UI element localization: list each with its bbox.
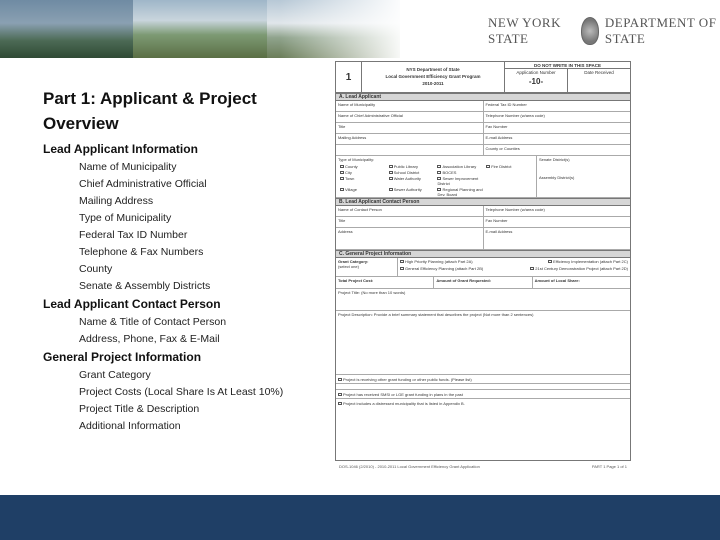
form-check-line: Project is receiving other grant funding or other public funds. (Please list) [336,375,630,384]
list-item: Additional Information [79,420,181,432]
municipality-type-options: County Public Library Association Library Fire District City School District BOCES Town Water Authority Sewer Improvement District Village Sewer Authority Regional Planning and Dev. Board [338,162,534,199]
section-heading: Lead Applicant Information [43,142,198,156]
slide-outline [43,140,313,435]
application-number: -10- [528,77,544,86]
form-footer: DOS-1046 (2/2010) - 2010-2011 Local Government Efficiency Grant Application PART 1 Page 1 of 1 [339,464,627,469]
form-check-line: Project has received SMSI or LGE grant funding in plans in the past [336,390,630,399]
section-heading: Lead Applicant Contact Person [43,297,221,311]
list-item: Project Costs (Local Share Is At Least 10%) [79,386,284,398]
form-section-c: C. General Project Information [336,250,630,258]
list-item: Address, Phone, Fax & E-Mail [79,333,220,345]
slide-title: Part 1: Applicant & Project Overview [43,89,257,133]
list-item: Telephone & Fax Numbers [79,246,204,258]
office-use-box: DO NOT WRITE IN THIS SPACE Application Number -10- Date Received [504,62,630,92]
form-header [336,62,630,93]
form-check-line: Project includes a distressed municipality that is listed in Appendix B. [336,399,630,408]
list-item: Type of Municipality [79,212,172,224]
list-item: Federal Tax ID Number [79,229,188,241]
list-item: Grant Category [79,369,151,381]
form-section-b: B. Lead Applicant Contact Person [336,198,630,206]
list-item: Name & Title of Contact Person [79,316,227,328]
section-items [43,159,313,295]
list-item: Mailing Address [79,195,154,207]
state-seal-icon [581,17,599,45]
section-items [43,314,313,348]
list-item: Chief Administrative Official [79,178,207,190]
list-item: Name of Municipality [79,161,177,173]
section-items [43,367,313,435]
application-form-thumbnail: 1 NYS Department of State Local Government Efficiency Grant Program 2010-2011 DO NOT WRITE IN THIS SPACE Application Number -10- Date Received A. Lead Applicant Name of Municipality Federal Tax ID Number Name of Chief Administrative Official Telephone Number (w/area code) Title Fax Number Mailing Address E-mail Address County or Counties Type of Municipality: County Public Library Association Library Fire District City School District BOCES Town Water Authority Sewer Improvement District Village Sewer Authority Regional Planning and Dev. Board Senate District(s) Assembly District(s) B. Lead Applicant Contact Person Name of Contact Person Telephone Number (w/area code) Title Fax Number Address E-mail Address C. General Project Information Grant Category: (select one) High Priority Planning (attach Part 2A) Efficiency Implementation (attach Part 2C) General Efficiency Planning (attach Part 2B) 21st Century Demonstration Project (attach Part 2D) Total Project Cost: Amount of Grant Requested: Amount of Local Share: Project Title: (No more than 10 words) Project Description: Provide a brief summary statement that describes the project (Not more than 2 sentences) Project is receiving other grant funding or other public funds. (Please list) Project has received SMSI or LGE grant funding in plans in the past Project includes a distressed municipality that is listed in Appendix B. DOS-1046 (2/2010) - 2010-2011 Local Government Efficiency Grant Application PART 1 Page 1 of 1 [335,61,631,461]
footer-bar [0,495,720,540]
list-item: County [79,263,113,275]
nys-dos-logo: NEW YORK STATE DEPARTMENT OF STATE [488,15,717,46]
header-photo-strip [0,0,400,58]
list-item: Senate & Assembly Districts [79,280,211,292]
section-heading: General Project Information [43,350,202,364]
list-item: Project Title & Description [79,403,200,415]
form-section-a: A. Lead Applicant [336,93,630,101]
form-title: NYS Department of State Local Government Efficiency Grant Program 2010-2011 [385,67,481,86]
form-part-number: 1 [336,62,362,92]
